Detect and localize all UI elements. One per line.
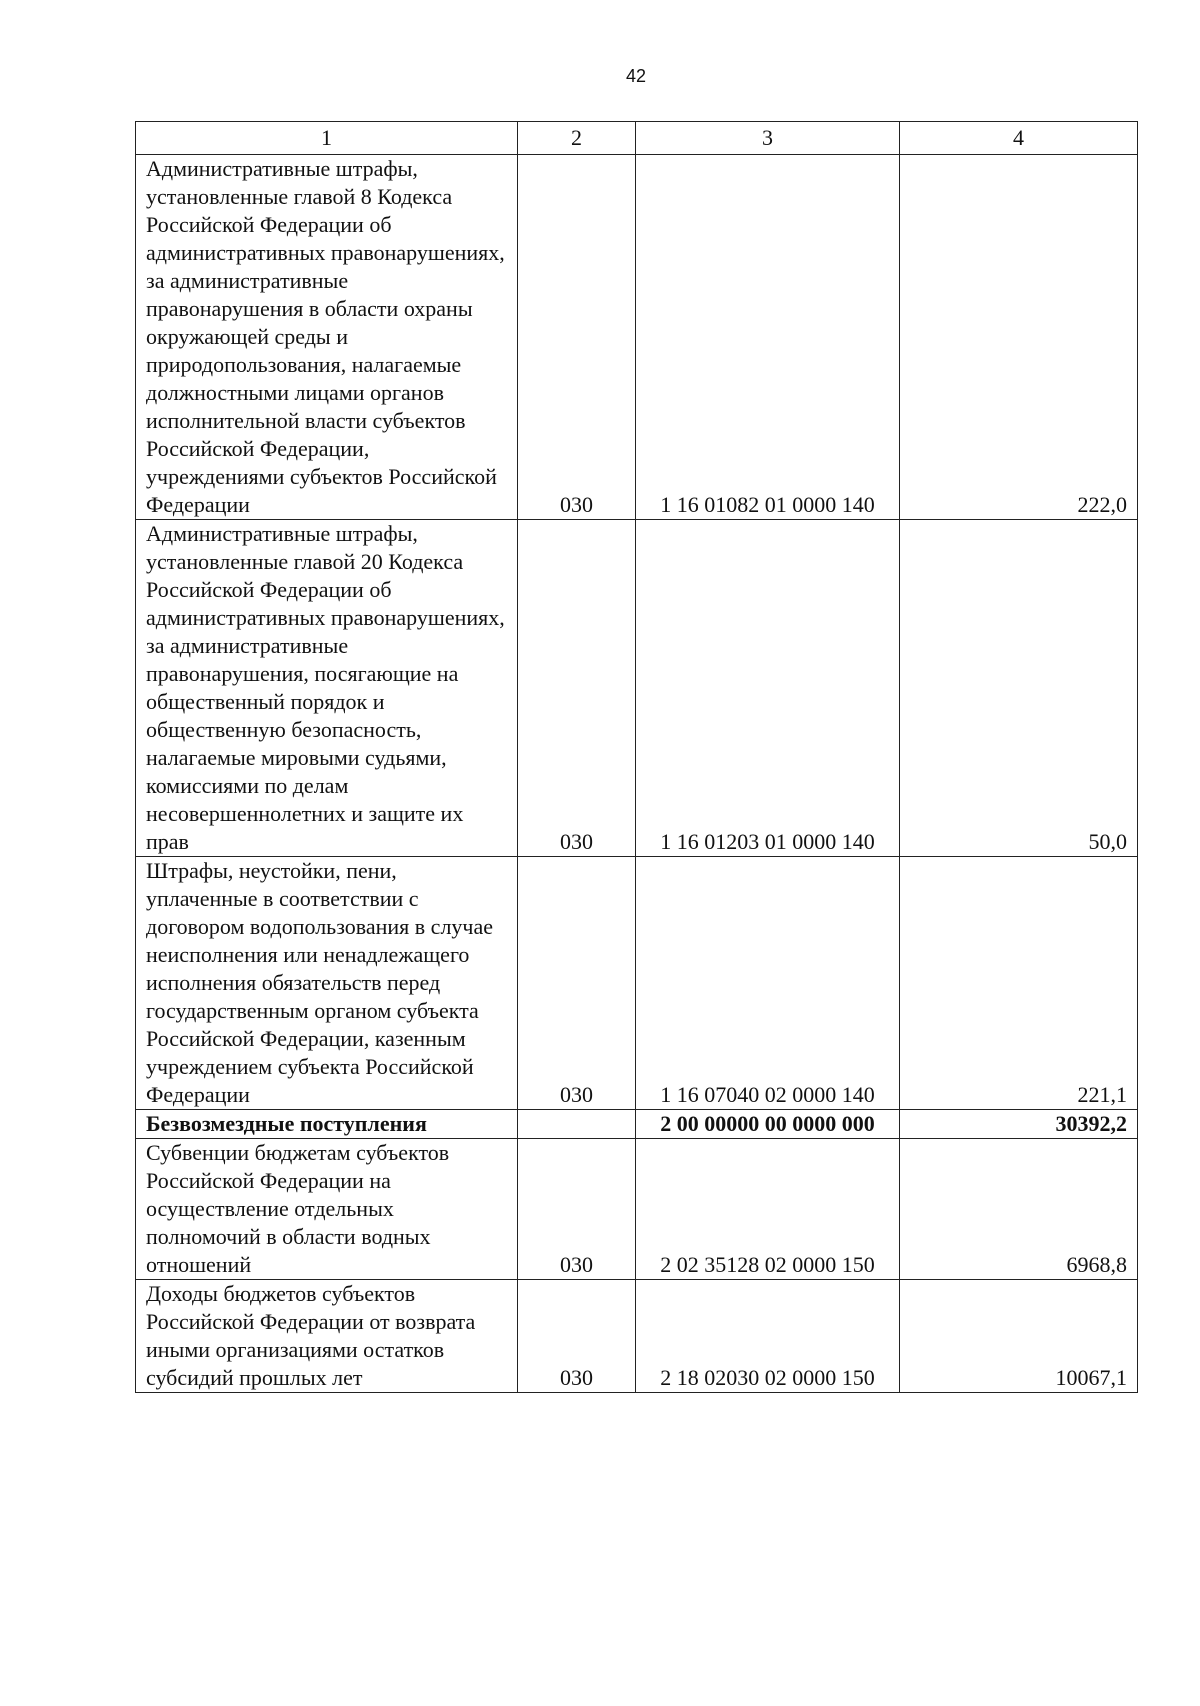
row-admin-code: 030 [518,155,636,520]
row-admin-code: 030 [518,520,636,857]
column-header-1: 1 [136,122,518,155]
column-header-3: 3 [636,122,900,155]
row-income-code: 1 16 07040 02 0000 140 [636,857,900,1110]
row-income-code: 2 02 35128 02 0000 150 [636,1139,900,1280]
income-table [135,121,1138,1393]
row-name: Административные штрафы, установленные главой 20 Кодекса Российской Федерации об административных правонарушениях, за административные правонарушения, посягающие на общественный порядок и общественную безопасность, налагаемые мировыми судьями, комиссиями по делам несовершеннолетних и защите их прав [136,520,518,857]
row-amount: 222,0 [900,155,1138,520]
row-amount: 30392,2 [900,1110,1138,1139]
row-amount: 221,1 [900,857,1138,1110]
column-header-4: 4 [900,122,1138,155]
row-income-code: 2 00 00000 00 0000 000 [636,1110,900,1139]
table-row [136,1280,1138,1393]
row-amount: 6968,8 [900,1139,1138,1280]
table-row [136,155,1138,520]
column-header-2: 2 [518,122,636,155]
row-name: Субвенции бюджетам субъектов Российской Федерации на осуществление отдельных полномочий в области водных отношений [136,1139,518,1280]
row-amount: 50,0 [900,520,1138,857]
row-name: Штрафы, неустойки, пени, уплаченные в соответствии с договором водопользования в случае неисполнения или ненадлежащего исполнения обязательств перед государственным органом субъекта Российской Федерации, казенным учреждением субъекта Российской Федерации [136,857,518,1110]
table-row [136,857,1138,1110]
table-row [136,520,1138,857]
row-admin-code [518,1110,636,1139]
row-name: Административные штрафы, установленные главой 8 Кодекса Российской Федерации об административных правонарушениях, за административные правонарушения в области охраны окружающей среды и природопользования, налагаемые должностными лицами органов исполнительной власти субъектов Российской Федерации, учреждениями субъектов Российской Федерации [136,155,518,520]
row-income-code: 1 16 01082 01 0000 140 [636,155,900,520]
row-admin-code: 030 [518,1139,636,1280]
row-amount: 10067,1 [900,1280,1138,1393]
row-admin-code: 030 [518,857,636,1110]
row-admin-code: 030 [518,1280,636,1393]
table-row [136,1139,1138,1280]
table-row-total [136,1110,1138,1139]
table-header-row [136,122,1138,155]
page-number: 42 [625,66,647,86]
row-name: Доходы бюджетов субъектов Российской Федерации от возврата иными организациями остатков субсидий прошлых лет [136,1280,518,1393]
row-name: Безвозмездные поступления [136,1110,518,1139]
row-income-code: 2 18 02030 02 0000 150 [636,1280,900,1393]
row-income-code: 1 16 01203 01 0000 140 [636,520,900,857]
